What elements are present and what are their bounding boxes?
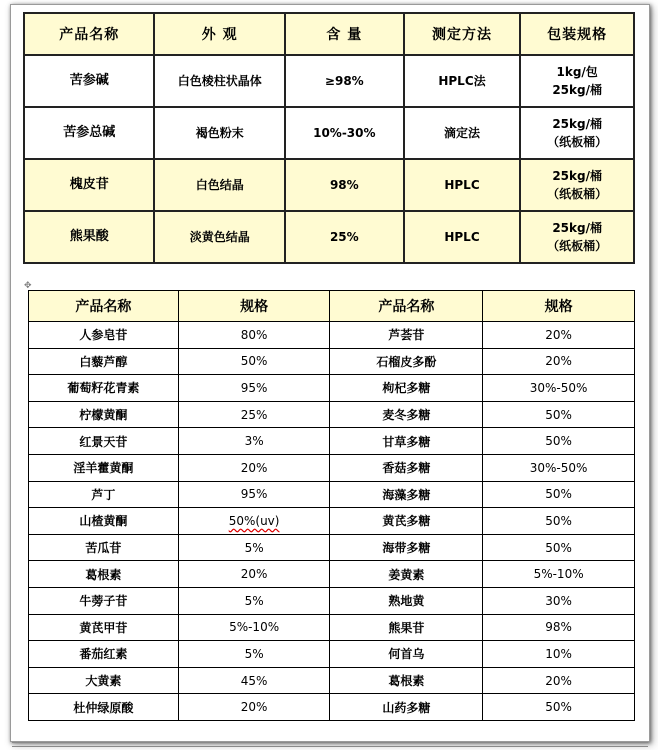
product-name: 苦瓜苷: [29, 534, 179, 561]
product-name: 大黄素: [29, 667, 179, 694]
spec-cell: 30%-50%: [483, 375, 635, 402]
top-product-table: [23, 12, 635, 264]
table-row: [24, 107, 634, 159]
spec-cell: 20%: [178, 694, 330, 721]
product-name: 葛根素: [29, 561, 179, 588]
header-product-name: 产品名称: [29, 291, 179, 322]
product-name: 熊果酸: [24, 211, 154, 263]
spec-cell: 98%: [483, 614, 635, 641]
header-packaging: 包装规格: [520, 13, 634, 55]
table-row: [29, 587, 635, 614]
spec-cell: 50%: [483, 694, 635, 721]
packaging-line: 25kg/桶: [552, 83, 602, 97]
packaging-cell: [520, 107, 634, 159]
product-name: 柠檬黄酮: [29, 401, 179, 428]
table-row: [24, 211, 634, 263]
bottom-product-table: [28, 290, 635, 721]
method-cell: 滴定法: [404, 107, 521, 159]
table-row: [29, 401, 635, 428]
product-name: 葡萄籽花青素: [29, 375, 179, 402]
table-row: [29, 508, 635, 535]
product-name: 黄芪甲苷: [29, 614, 179, 641]
appearance-cell: 淡黄色结晶: [154, 211, 284, 263]
spec-cell: 20%: [178, 454, 330, 481]
table-row: [29, 428, 635, 455]
spec-cell: 50%: [483, 534, 635, 561]
spec-cell: 5%: [178, 587, 330, 614]
product-name: 熟地黄: [330, 587, 483, 614]
page-edge-lines: [12, 742, 648, 747]
table-row: [29, 534, 635, 561]
spec-cell: 30%: [483, 587, 635, 614]
spec-cell: 20%: [178, 561, 330, 588]
packaging-line: 25kg/桶: [552, 221, 602, 235]
bottom-table-body: [29, 322, 635, 721]
product-name: 红景天苷: [29, 428, 179, 455]
header-spec: 规格: [483, 291, 635, 322]
spec-cell: 50%: [483, 428, 635, 455]
table-row: [29, 614, 635, 641]
product-name: 番茄红素: [29, 641, 179, 668]
spec-cell: 20%: [483, 348, 635, 375]
spec-cell: 95%: [178, 481, 330, 508]
spec-cell: 50%: [483, 481, 635, 508]
packaging-cell: [520, 159, 634, 211]
spec-cell: 10%: [483, 641, 635, 668]
header-appearance: 外 观: [154, 13, 284, 55]
spec-cell: 50%: [483, 401, 635, 428]
spec-cell: 3%: [178, 428, 330, 455]
packaging-cell: [520, 211, 634, 263]
header-spec: 规格: [178, 291, 330, 322]
appearance-cell: 褐色粉末: [154, 107, 284, 159]
table-row: [24, 55, 634, 107]
content-cell: 98%: [285, 159, 404, 211]
packaging-line: （纸板桶）: [547, 187, 608, 201]
spec-cell: 95%: [178, 375, 330, 402]
method-cell: HPLC: [404, 211, 521, 263]
packaging-line: （纸板桶）: [547, 135, 608, 149]
product-name: 海藻多糖: [330, 481, 483, 508]
product-name: 海带多糖: [330, 534, 483, 561]
product-name: 甘草多糖: [330, 428, 483, 455]
product-name: 芦丁: [29, 481, 179, 508]
content-cell: 10%-30%: [285, 107, 404, 159]
table-row: [29, 641, 635, 668]
spec-cell: 30%-50%: [483, 454, 635, 481]
product-name: 苦参碱: [24, 55, 154, 107]
product-name: 香菇多糖: [330, 454, 483, 481]
content-cell: ≥98%: [285, 55, 404, 107]
method-cell: HPLC: [404, 159, 521, 211]
product-name: 芦荟苷: [330, 322, 483, 349]
method-cell: HPLC法: [404, 55, 521, 107]
appearance-cell: 白色结晶: [154, 159, 284, 211]
product-name: 山楂黄酮: [29, 508, 179, 535]
table-row: [29, 561, 635, 588]
table-row: [29, 481, 635, 508]
product-name: 何首乌: [330, 641, 483, 668]
header-product-name: 产品名称: [330, 291, 483, 322]
product-name: 白藜芦醇: [29, 348, 179, 375]
header-product-name: 产品名称: [24, 13, 154, 55]
packaging-cell: [520, 55, 634, 107]
product-name: 熊果苷: [330, 614, 483, 641]
spec-cell: 50%: [483, 508, 635, 535]
spec-cell: 5%-10%: [483, 561, 635, 588]
spec-cell: 5%: [178, 534, 330, 561]
product-name: 苦参总碱: [24, 107, 154, 159]
packaging-line: 25kg/桶: [552, 117, 602, 131]
table-row: [29, 375, 635, 402]
content-cell: 25%: [285, 211, 404, 263]
table-row: [29, 454, 635, 481]
spec-cell: 20%: [483, 322, 635, 349]
bottom-header-row: [29, 291, 635, 322]
spec-cell: 80%: [178, 322, 330, 349]
table-row: [24, 159, 634, 211]
product-name: 山药多糖: [330, 694, 483, 721]
header-method: 测定方法: [404, 13, 521, 55]
spec-cell: 50%: [178, 348, 330, 375]
product-name: 杜仲绿原酸: [29, 694, 179, 721]
packaging-line: （纸板桶）: [547, 239, 608, 253]
table-anchor-icon: ✥: [24, 281, 32, 291]
spec-cell: 25%: [178, 401, 330, 428]
product-name: 黄芪多糖: [330, 508, 483, 535]
product-name: 槐皮苷: [24, 159, 154, 211]
product-name: 姜黄素: [330, 561, 483, 588]
product-name: 人参皂苷: [29, 322, 179, 349]
spec-cell: 50%(uv): [178, 508, 330, 535]
product-name: 枸杞多糖: [330, 375, 483, 402]
product-name: 麦冬多糖: [330, 401, 483, 428]
table-row: [29, 694, 635, 721]
packaging-line: 1kg/包: [556, 65, 598, 79]
spec-cell: 5%: [178, 641, 330, 668]
product-name: 牛蒡子苷: [29, 587, 179, 614]
product-name: 葛根素: [330, 667, 483, 694]
spec-cell: 5%-10%: [178, 614, 330, 641]
table-row: [29, 348, 635, 375]
top-header-row: [24, 13, 634, 55]
spec-cell: 45%: [178, 667, 330, 694]
header-content: 含 量: [285, 13, 404, 55]
appearance-cell: 白色棱柱状晶体: [154, 55, 284, 107]
product-name: 石榴皮多酚: [330, 348, 483, 375]
table-row: [29, 322, 635, 349]
packaging-line: 25kg/桶: [552, 169, 602, 183]
table-row: [29, 667, 635, 694]
spec-cell: 20%: [483, 667, 635, 694]
product-name: 淫羊藿黄酮: [29, 454, 179, 481]
